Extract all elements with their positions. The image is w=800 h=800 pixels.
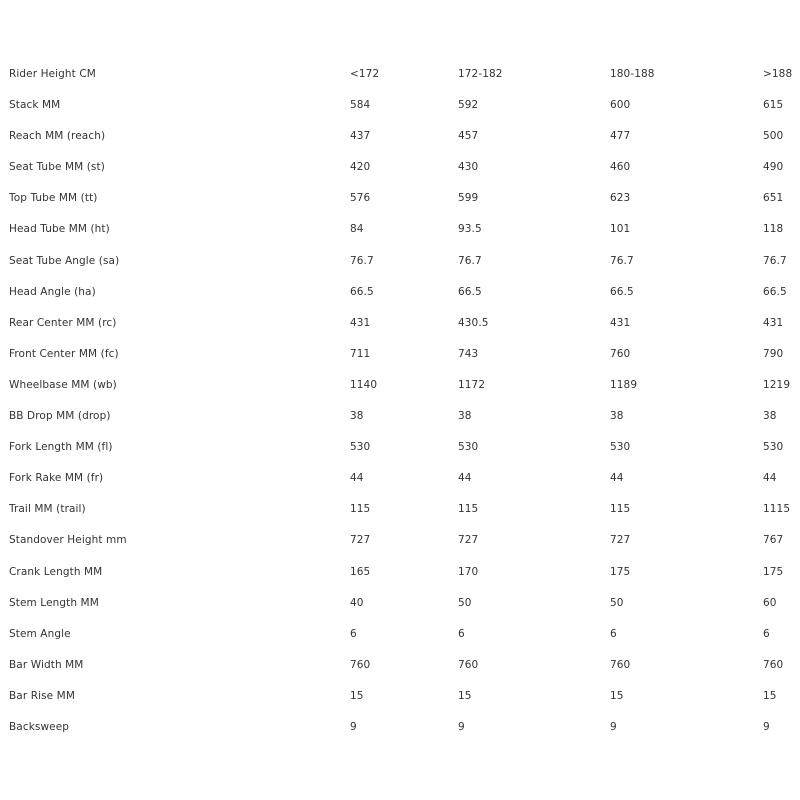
table-cell: 44: [458, 472, 472, 485]
table-row: [9, 246, 800, 277]
table-cell: 175: [763, 565, 784, 578]
table-cell: 84: [350, 223, 364, 236]
table-cell: 101: [610, 223, 631, 236]
row-label: Reach MM (reach): [9, 130, 106, 143]
table-row: [9, 401, 800, 432]
table-cell: 66.5: [350, 285, 374, 298]
table-cell: 180-188: [610, 68, 655, 80]
table-cell: 530: [458, 441, 479, 454]
table-cell: 66.5: [458, 285, 482, 298]
table-cell: 44: [350, 472, 364, 485]
table-row: [9, 370, 800, 401]
table-cell: 420: [350, 161, 371, 174]
table-cell: 15: [350, 689, 364, 702]
table-cell: 115: [610, 503, 631, 516]
table-cell: 460: [610, 161, 631, 174]
table-cell: 1115: [763, 503, 791, 516]
table-cell: 727: [350, 534, 371, 547]
table-cell: 44: [763, 472, 777, 485]
table-cell: 430: [458, 161, 479, 174]
table-row: [9, 557, 800, 588]
row-label: Stem Length MM: [9, 596, 99, 609]
table-cell: 711: [350, 347, 371, 360]
table-cell: 530: [610, 441, 631, 454]
row-label: BB Drop MM (drop): [9, 410, 111, 423]
table-row: [9, 214, 800, 245]
table-cell: 76.7: [610, 254, 634, 267]
table-row: [9, 525, 800, 556]
table-cell: 431: [763, 316, 784, 329]
table-cell: 431: [610, 316, 631, 329]
table-cell: 40: [350, 596, 364, 609]
row-label: Rear Center MM (rc): [9, 316, 117, 329]
table-cell: 115: [458, 503, 479, 516]
table-cell: 500: [763, 130, 784, 143]
table-cell: 175: [610, 565, 631, 578]
table-cell: 437: [350, 130, 371, 143]
table-cell: 760: [763, 658, 784, 671]
row-label: Stack MM: [9, 99, 61, 112]
table-cell: 599: [458, 192, 479, 205]
row-label: Fork Length MM (fl): [9, 441, 113, 454]
row-label: Head Tube MM (ht): [9, 223, 110, 236]
table-cell: 623: [610, 192, 631, 205]
table-cell: 743: [458, 347, 479, 360]
table-cell: 727: [610, 534, 631, 547]
table-cell: 15: [763, 689, 777, 702]
table-cell: 576: [350, 192, 371, 205]
table-cell: 44: [610, 472, 624, 485]
table-row: [9, 432, 800, 463]
table-cell: 6: [458, 627, 465, 640]
table-row: [9, 121, 800, 152]
table-cell: 15: [458, 689, 472, 702]
row-label: Bar Rise MM: [9, 689, 75, 702]
row-label: Crank Length MM: [9, 565, 103, 578]
table-cell: 592: [458, 99, 479, 112]
table-cell: 9: [458, 720, 465, 733]
table-cell: 38: [763, 410, 777, 423]
table-row: [9, 712, 800, 743]
table-cell: 1189: [610, 378, 638, 391]
table-cell: 760: [610, 347, 631, 360]
row-label: Stem Angle: [9, 627, 71, 640]
table-cell: 457: [458, 130, 479, 143]
table-cell: 170: [458, 565, 479, 578]
table-cell: 431: [350, 316, 371, 329]
row-label: Wheelbase MM (wb): [9, 378, 117, 391]
table-cell: 9: [763, 720, 770, 733]
table-cell: 38: [458, 410, 472, 423]
row-label: Fork Rake MM (fr): [9, 472, 104, 485]
table-cell: 60: [763, 596, 777, 609]
table-cell: 600: [610, 99, 631, 112]
table-cell: 760: [458, 658, 479, 671]
row-label: Bar Width MM: [9, 658, 84, 671]
table-cell: 490: [763, 161, 784, 174]
table-cell: 790: [763, 347, 784, 360]
geometry-table: [9, 59, 800, 743]
table-cell: 15: [610, 689, 624, 702]
table-row: [9, 152, 800, 183]
table-cell: >188: [763, 68, 793, 80]
table-row: [9, 681, 800, 712]
table-row: [9, 277, 800, 308]
table-cell: 767: [763, 534, 784, 547]
row-label: Top Tube MM (tt): [9, 192, 98, 205]
table-cell: 615: [763, 99, 784, 112]
table-cell: 1172: [458, 378, 486, 391]
table-cell: 760: [610, 658, 631, 671]
table-row: [9, 90, 800, 121]
row-label: Front Center MM (fc): [9, 347, 119, 360]
table-cell: 1140: [350, 378, 378, 391]
table-row: [9, 588, 800, 619]
table-cell: 172-182: [458, 68, 503, 80]
row-label: Seat Tube MM (st): [9, 161, 105, 174]
table-row: [9, 494, 800, 525]
table-cell: 50: [610, 596, 624, 609]
table-cell: 6: [350, 627, 357, 640]
table-cell: 38: [610, 410, 624, 423]
table-cell: 93.5: [458, 223, 482, 236]
table-cell: 9: [350, 720, 357, 733]
table-cell: 6: [763, 627, 770, 640]
table-cell: 430.5: [458, 316, 489, 329]
table-cell: 760: [350, 658, 371, 671]
table-cell: 584: [350, 99, 371, 112]
table-cell: 1219: [763, 378, 791, 391]
table-cell: <172: [350, 68, 380, 80]
table-cell: 66.5: [610, 285, 634, 298]
table-cell: 76.7: [458, 254, 482, 267]
table-cell: 165: [350, 565, 371, 578]
table-row: [9, 308, 800, 339]
table-row: [9, 463, 800, 494]
table-row: [9, 619, 800, 650]
table-cell: 6: [610, 627, 617, 640]
row-label: Standover Height mm: [9, 534, 127, 547]
table-cell: 38: [350, 410, 364, 423]
row-label: Trail MM (trail): [9, 503, 86, 516]
table-cell: 477: [610, 130, 631, 143]
row-label: Backsweep: [9, 720, 70, 733]
table-cell: 50: [458, 596, 472, 609]
table-row: [9, 650, 800, 681]
row-label: Head Angle (ha): [9, 285, 96, 298]
row-label: Rider Height CM: [9, 68, 96, 80]
row-label: Seat Tube Angle (sa): [9, 254, 120, 267]
table-row: [9, 339, 800, 370]
table-cell: 115: [350, 503, 371, 516]
table-cell: 651: [763, 192, 784, 205]
table-cell: 727: [458, 534, 479, 547]
table-row: [9, 59, 800, 90]
table-cell: 530: [350, 441, 371, 454]
table-cell: 118: [763, 223, 784, 236]
table-cell: 9: [610, 720, 617, 733]
table-row: [9, 183, 800, 214]
table-cell: 76.7: [763, 254, 787, 267]
table-cell: 530: [763, 441, 784, 454]
table-cell: 76.7: [350, 254, 374, 267]
table-cell: 66.5: [763, 285, 787, 298]
